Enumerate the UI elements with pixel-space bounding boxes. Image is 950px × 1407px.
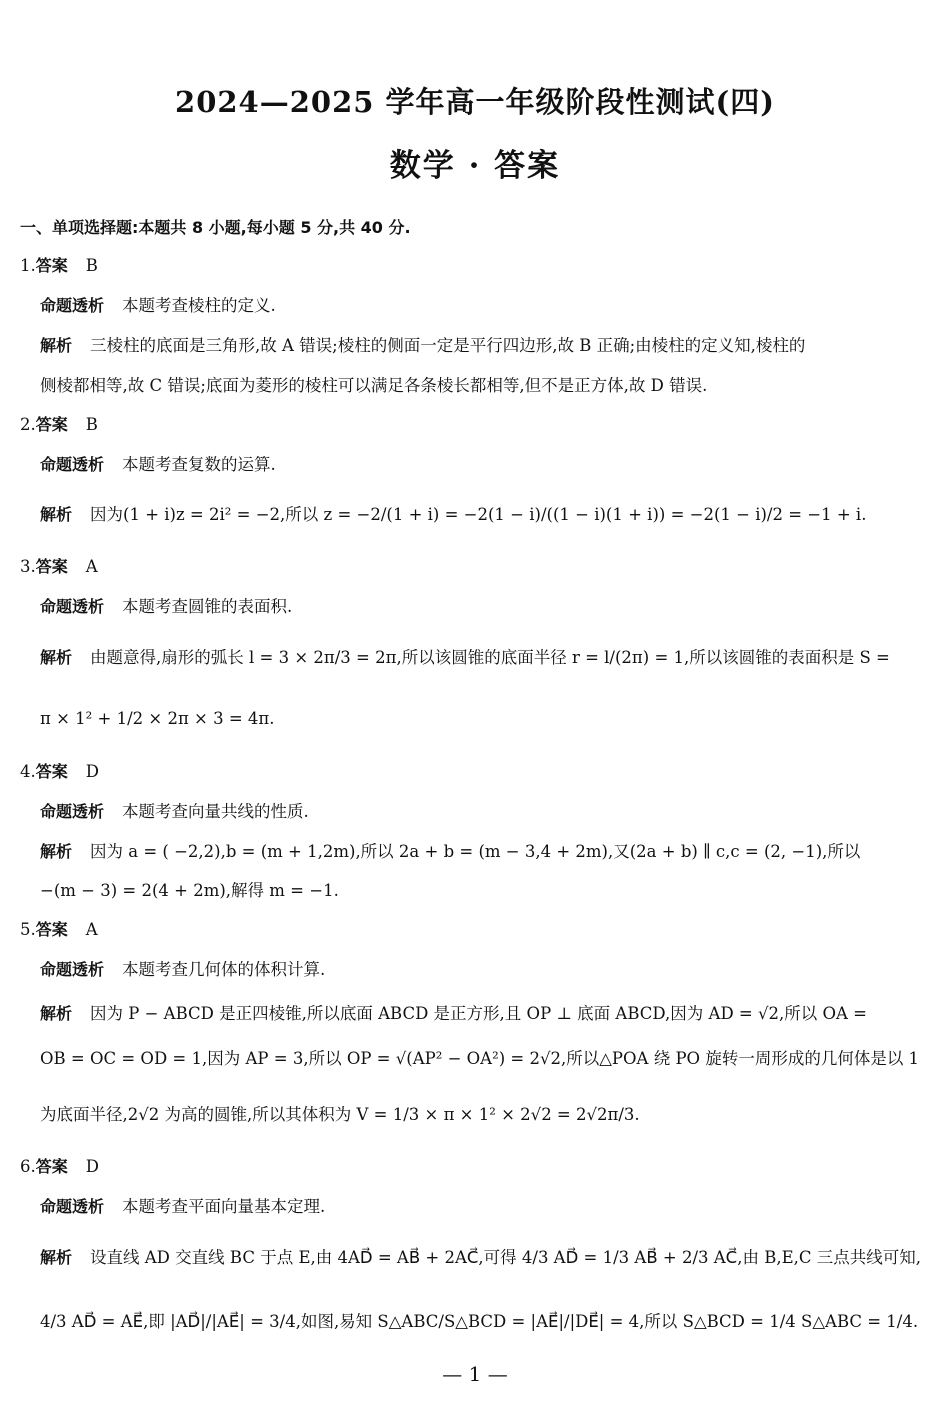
q1-analysis-text-1: 三棱柱的底面是三角形,故 A 错误;棱柱的侧面一定是平行四边形,故 B 正确;由棱柱的定义知,棱柱的 [90, 336, 806, 355]
q3-intent-line [40, 595, 292, 619]
q1-analysis-line-1 [40, 334, 805, 358]
q5-analysis-line-1 [40, 1002, 867, 1026]
q1-answer-value: B [85, 256, 98, 275]
page-title: 2024—2025 学年高一年级阶段性测试(四) [175, 85, 775, 119]
q6-answer-line [20, 1155, 99, 1179]
q5-intent-line [40, 958, 325, 982]
q4-analysis-line-2: −(m − 3) = 2(4 + 2m),解得 m = −1. [40, 881, 339, 900]
q6-analysis-label: 解析 [40, 1248, 73, 1267]
q6-answer-value: D [85, 1157, 99, 1176]
q4-number: 4. [20, 762, 36, 781]
q6-analysis-line-1 [40, 1246, 921, 1270]
q1-analysis-line-2: 侧棱都相等,故 C 错误;底面为菱形的棱柱可以满足各条棱长都相等,但不是正方体,故 D 错误. [40, 376, 708, 395]
q6-analysis-text-1: 设直线 AD 交直线 BC 于点 E,由 4AD⃗ = AB⃗ + 2AC⃗,可得 4/3 AD⃗ = 1/3 AB⃗ + 2/3 AC⃗,由 B,E,C 三点共线可知, [90, 1248, 921, 1267]
q6-number: 6. [20, 1157, 36, 1176]
q2-intent-line [40, 453, 276, 477]
q4-answer-label: 答案 [35, 762, 68, 781]
q1-answer-label: 答案 [35, 256, 68, 275]
q3-analysis-line-1 [40, 646, 890, 670]
q5-analysis-text-1: 因为 P − ABCD 是正四棱锥,所以底面 ABCD 是正方形,且 OP ⊥ 底面 ABCD,因为 AD = √2,所以 OA = [90, 1004, 868, 1023]
q4-analysis-label: 解析 [40, 842, 73, 861]
q2-number: 2. [20, 415, 36, 434]
page-number-footer: — 1 — [442, 1362, 508, 1386]
q3-number: 3. [20, 557, 36, 576]
q3-answer-value: A [85, 557, 98, 576]
q4-answer-line [20, 760, 99, 784]
q5-answer-value: A [85, 920, 98, 939]
q1-answer-line [20, 254, 98, 278]
q1-intent-text: 本题考查棱柱的定义. [122, 296, 276, 315]
q2-answer-line [20, 413, 98, 437]
q5-intent-label: 命题透析 [40, 960, 105, 979]
q6-intent-label: 命题透析 [40, 1197, 105, 1216]
q6-answer-label: 答案 [35, 1157, 68, 1176]
q5-analysis-line-2: OB = OC = OD = 1,因为 AP = 3,所以 OP = √(AP² − OA²) = 2√2,所以△POA 绕 PO 旋转一周形成的几何体是以 1 [40, 1049, 920, 1068]
q5-answer-label: 答案 [35, 920, 68, 939]
q1-intent-line [40, 294, 276, 318]
q6-intent-line [40, 1195, 325, 1219]
q3-analysis-label: 解析 [40, 648, 73, 667]
q4-analysis-text-1: 因为 a = ( −2,2),b = (m + 1,2m),所以 2a + b = (m − 3,4 + 2m),又(2a + b) ∥ c,c = (2, −1),所以 [90, 842, 861, 861]
page-subtitle: 数学 · 答案 [389, 148, 561, 184]
q3-intent-text: 本题考查圆锥的表面积. [122, 597, 293, 616]
q3-intent-label: 命题透析 [40, 597, 105, 616]
q5-answer-line [20, 918, 98, 942]
q2-intent-label: 命题透析 [40, 455, 105, 474]
q3-answer-line [20, 555, 98, 579]
q6-intent-text: 本题考查平面向量基本定理. [122, 1197, 326, 1216]
q4-intent-line [40, 800, 309, 824]
q2-analysis-label: 解析 [40, 505, 73, 524]
q1-analysis-label: 解析 [40, 336, 73, 355]
q5-number: 5. [20, 920, 36, 939]
q2-answer-label: 答案 [35, 415, 68, 434]
q3-analysis-line-2: π × 1² + 1/2 × 2π × 3 = 4π. [40, 709, 275, 728]
q5-analysis-line-3: 为底面半径,2√2 为高的圆锥,所以其体积为 V = 1/3 × π × 1² × 2√2 = 2√2π/3. [40, 1105, 640, 1124]
q5-analysis-label: 解析 [40, 1004, 73, 1023]
q4-analysis-line-1 [40, 840, 860, 864]
q4-intent-text: 本题考查向量共线的性质. [122, 802, 309, 821]
q6-analysis-line-2: 4/3 AD⃗ = AE⃗,即 |AD⃗|/|AE⃗| = 3/4,如图,易知 S△ABC/S△BCD = |AE⃗|/|DE⃗| = 4,所以 S△BCD = 1/4 S△ABC = 1/4. [40, 1312, 919, 1331]
q2-answer-value: B [85, 415, 98, 434]
q5-intent-text: 本题考查几何体的体积计算. [122, 960, 326, 979]
q1-number: 1. [20, 256, 36, 275]
q2-intent-text: 本题考查复数的运算. [122, 455, 276, 474]
q2-analysis-text-1: 因为(1 + i)z = 2i² = −2,所以 z = −2/(1 + i) = −2(1 − i)/((1 − i)(1 + i)) = −2(1 − i)/2 = −1 + i. [90, 505, 867, 524]
q3-analysis-text-1: 由题意得,扇形的弧长 l = 3 × 2π/3 = 2π,所以该圆锥的底面半径 r = l/(2π) = 1,所以该圆锥的表面积是 S = [90, 648, 890, 667]
q3-answer-label: 答案 [35, 557, 68, 576]
q4-intent-label: 命题透析 [40, 802, 105, 821]
section-heading: 一、单项选择题:本题共 8 小题,每小题 5 分,共 40 分. [20, 218, 411, 237]
q2-analysis-line-1 [40, 503, 866, 527]
q1-intent-label: 命题透析 [40, 296, 105, 315]
q4-answer-value: D [85, 762, 99, 781]
